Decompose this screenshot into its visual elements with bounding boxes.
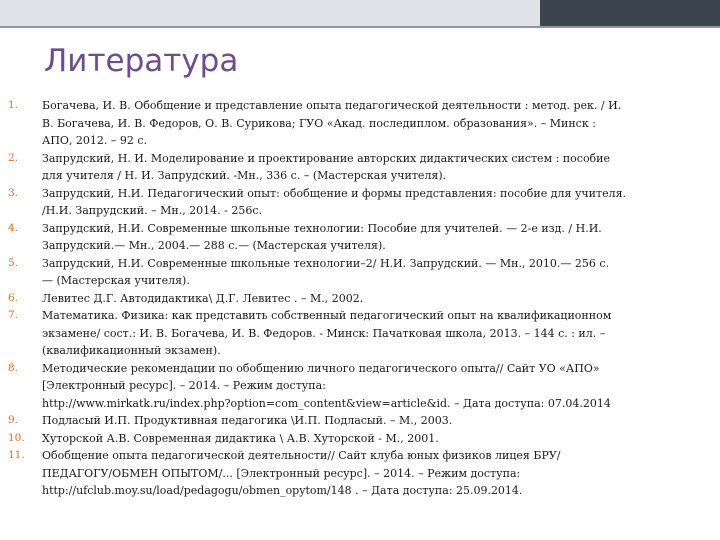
reference-number: 2. <box>8 151 19 164</box>
reference-item <box>0 150 720 185</box>
reference-number: 9. <box>8 414 19 426</box>
reference-number: 3. <box>8 186 19 199</box>
reference-number: 1. <box>8 99 19 111</box>
reference-text-line: ПЕДАГОГУ/ОБМЕН ОПЫТОМ/... [Электронный ресурс]. – 2014. – Режим доступа: <box>42 466 521 480</box>
reference-text-line: Методические рекомендации по обобщению личного педагогического опыта// Сайт УО «АПО» <box>42 361 600 375</box>
reference-text-line: для учителя / Н. И. Запрудский. -Мн., 336 с. – (Мастерская учителя). <box>42 169 447 182</box>
reference-text-line: http://ufclub.moy.su/load/pedagogu/obmen_opytom/148 . – Дата доступа: 25.09.2014. <box>42 484 523 497</box>
reference-item <box>0 290 720 308</box>
reference-text-line: — (Мастерская учителя). <box>42 274 190 287</box>
reference-text-line: Запрудский, Н.И. Современные школьные технологии–2/ Н.И. Запрудский. — Мн., 2010.— 256 с. <box>42 256 610 270</box>
reference-item <box>0 430 720 448</box>
reference-text-line: Хуторской А.В. Современная дидактика \ А.В. Хуторской - М., 2001. <box>42 431 439 445</box>
reference-item <box>0 412 720 430</box>
reference-number: 4. <box>8 221 19 234</box>
reference-item <box>0 255 720 290</box>
reference-text-line: http://www.mirkatk.ru/index.php?option=com_content&view=article&id. – Дата доступа: 07.04.2014 <box>42 396 611 410</box>
reference-text-line: Запрудский, Н.И. Педагогический опыт: обобщение и формы представления: пособие для учителя. <box>42 186 627 200</box>
reference-text-line: Запрудский.— Мн., 2004.— 288 с.— (Мастерская учителя). <box>42 239 386 252</box>
reference-text-line: Богачева, И. В. Обобщение и представление опыта педагогической деятельности : метод. рек. / И. <box>42 99 622 112</box>
reference-item <box>0 360 720 413</box>
reference-text-line: Запрудский, Н. И. Моделирование и проектирование авторских дидактических систем : пособие <box>42 151 611 165</box>
top-bar-divider <box>0 26 720 28</box>
reference-list <box>0 97 720 500</box>
slide-title: Литература <box>44 43 239 79</box>
reference-text-line: [Электронный ресурс]. – 2014. – Режим доступа: <box>42 379 326 392</box>
top-bar-light-segment <box>0 0 540 26</box>
reference-item <box>0 97 720 150</box>
reference-text-line: Математика. Физика: как представить собственный педагогический опыт на квалификационном <box>42 309 612 322</box>
reference-number: 6. <box>8 291 19 304</box>
reference-text-line: Подласый И.П. Продуктивная педагогика \И.П. Подласый. – М., 2003. <box>42 414 453 427</box>
reference-text-line: /Н.И. Запрудский. – Мн., 2014. - 256с. <box>42 204 263 217</box>
reference-text-line: Обобщение опыта педагогической деятельности// Сайт клуба юных физиков лицея БРУ/ <box>42 449 561 462</box>
reference-number: 11. <box>8 449 25 461</box>
reference-text-line: В. Богачева, И. В. Федоров, О. В. Сурикова; ГУО «Акад. последиплом. образования». – Минск : <box>42 116 596 130</box>
reference-text-line: Левитес Д.Г. Автодидактика\ Д.Г. Левитес . – М., 2002. <box>42 291 364 305</box>
reference-item <box>0 307 720 360</box>
reference-number: 8. <box>8 361 19 374</box>
reference-item <box>0 185 720 220</box>
reference-number: 10. <box>8 431 25 444</box>
reference-item <box>0 220 720 255</box>
reference-item <box>0 447 720 500</box>
reference-text-line: экзамене/ сост.: И. В. Богачева, И. В. Федоров. - Минск: Пачатковая школа, 2013. – 144 с. : ил. – <box>42 326 606 340</box>
top-bar-dark-segment <box>540 0 720 26</box>
reference-number: 7. <box>8 309 19 321</box>
reference-number: 5. <box>8 256 19 269</box>
top-decoration-bar <box>0 0 720 26</box>
reference-text-line: АПО, 2012. – 92 с. <box>42 134 148 147</box>
reference-text-line: (квалификационный экзамен). <box>42 344 221 357</box>
reference-text-line: Запрудский, Н.И. Современные школьные технологии: Пособие для учителей. — 2-е изд. / Н.И. <box>42 221 602 235</box>
